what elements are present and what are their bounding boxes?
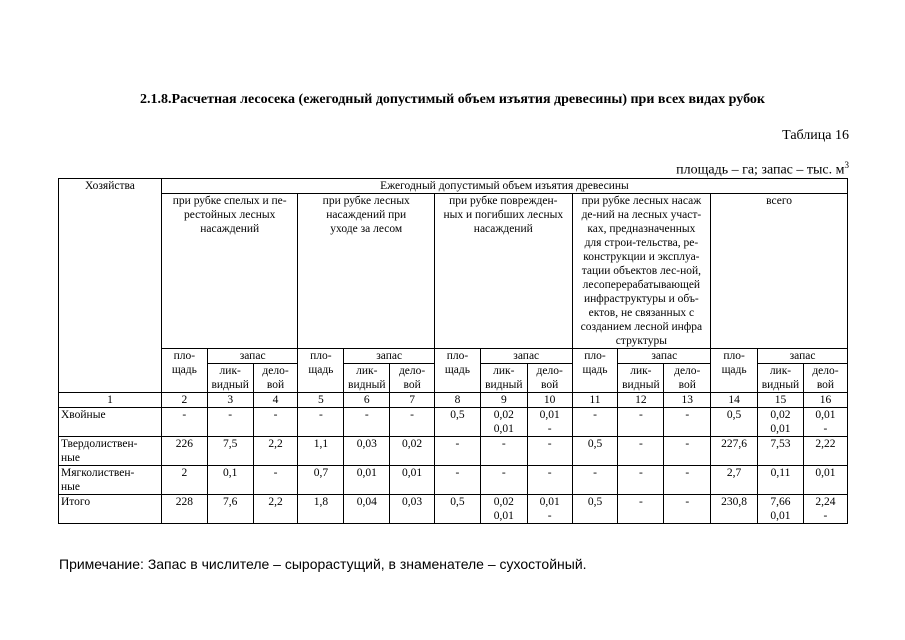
table-cell bbox=[758, 437, 804, 466]
cell-line: 0,5 bbox=[450, 409, 465, 421]
header-row-2 bbox=[59, 194, 848, 349]
table-cell bbox=[803, 495, 847, 524]
table-cell bbox=[527, 437, 572, 466]
cell-line: 228 bbox=[175, 496, 193, 508]
cell-line: при рубке спелых и пе- bbox=[172, 195, 287, 207]
cell-line: насаждений bbox=[200, 223, 260, 235]
col-header-area bbox=[161, 349, 207, 393]
table-cell bbox=[344, 466, 390, 495]
table-cell bbox=[480, 408, 527, 437]
cell-line: для строи-тельства, ре- bbox=[584, 237, 699, 249]
table-cell bbox=[711, 466, 758, 495]
cell-line: щадь bbox=[171, 364, 197, 376]
cell-line: щадь bbox=[721, 364, 747, 376]
table-cell bbox=[572, 495, 618, 524]
cell-line: 2,24 bbox=[815, 496, 836, 508]
cell-line: ные bbox=[61, 452, 80, 464]
cell-line: дело- bbox=[536, 365, 563, 377]
cell-line: - bbox=[547, 467, 552, 479]
table-cell bbox=[803, 437, 847, 466]
cell-line: пло- bbox=[723, 350, 745, 362]
cell-line: 0,11 bbox=[770, 467, 791, 479]
table-cell bbox=[618, 466, 664, 495]
table-cell bbox=[664, 408, 711, 437]
cell-line: - bbox=[823, 423, 828, 435]
cell-line: - bbox=[685, 409, 690, 421]
column-number: 14 bbox=[711, 393, 758, 408]
row-label bbox=[59, 495, 162, 524]
column-number: 15 bbox=[758, 393, 804, 408]
cell-line: - bbox=[501, 467, 506, 479]
cell-line: 0,02 bbox=[493, 409, 514, 421]
cell-line: - bbox=[182, 409, 187, 421]
cell-line: ках, предназначенных bbox=[587, 223, 696, 235]
table-cell bbox=[527, 495, 572, 524]
cell-line: - bbox=[638, 467, 643, 479]
cell-line: лик- bbox=[219, 365, 241, 377]
table-cell bbox=[480, 466, 527, 495]
table-cell bbox=[618, 408, 664, 437]
cell-line: вой bbox=[403, 379, 421, 391]
table-cell bbox=[803, 466, 847, 495]
table-cell bbox=[207, 466, 253, 495]
cell-line: Мягколиствен- bbox=[61, 467, 135, 479]
table-cell bbox=[435, 466, 481, 495]
cell-line: 227,6 bbox=[721, 438, 748, 450]
column-number: 7 bbox=[390, 393, 435, 408]
group-header-cut-type bbox=[161, 194, 298, 349]
cell-line: - bbox=[273, 467, 278, 479]
col-header-liquid bbox=[207, 364, 253, 393]
cell-line: 1,1 bbox=[313, 438, 329, 450]
cell-line: при рубке лесных bbox=[322, 195, 410, 207]
table-cell bbox=[572, 466, 618, 495]
cell-line: лик- bbox=[769, 365, 792, 377]
column-number: 4 bbox=[253, 393, 298, 408]
table-row bbox=[59, 466, 848, 495]
table-cell bbox=[390, 495, 435, 524]
table-cell bbox=[758, 408, 804, 437]
cell-line: - bbox=[547, 423, 552, 435]
table-cell bbox=[298, 408, 344, 437]
table-cell bbox=[664, 495, 711, 524]
column-number: 12 bbox=[618, 393, 664, 408]
allowable-cut-table bbox=[58, 178, 848, 524]
table-cell bbox=[435, 495, 481, 524]
col-header-stock: запас bbox=[344, 349, 435, 364]
cell-line: созданием лесной инфра bbox=[580, 321, 703, 333]
cell-line: - bbox=[593, 409, 597, 421]
cell-line: Твердолиствен- bbox=[61, 438, 138, 450]
table-cell bbox=[527, 408, 572, 437]
col-header-business bbox=[253, 364, 298, 393]
cell-line: - bbox=[823, 510, 828, 522]
cell-line: 0,03 bbox=[402, 496, 423, 508]
cell-line: структуры bbox=[615, 335, 667, 347]
table-cell bbox=[618, 437, 664, 466]
cell-line: видный bbox=[348, 379, 386, 391]
header-row-1 bbox=[59, 179, 848, 194]
cell-line: 0,01 bbox=[770, 510, 791, 522]
cell-line: 0,5 bbox=[587, 496, 603, 508]
cell-line: 0,02 bbox=[402, 438, 423, 450]
section-title: 2.1.8.Расчетная лесосека (ежегодный допустимый объем изъятия древесины) при всех видах рубок bbox=[140, 92, 765, 107]
group-header-cut-type bbox=[572, 194, 711, 349]
col-header-area bbox=[711, 349, 758, 393]
table-cell bbox=[253, 437, 298, 466]
table-cell bbox=[207, 437, 253, 466]
cell-line: - bbox=[455, 438, 460, 450]
cell-line: 2,2 bbox=[268, 438, 283, 450]
cell-line: лик- bbox=[493, 365, 515, 377]
row-label bbox=[59, 408, 162, 437]
header-row-3 bbox=[59, 349, 848, 364]
cell-line: - bbox=[410, 409, 415, 421]
cell-line: при рубке поврежден- bbox=[449, 195, 558, 207]
cell-line: конструкции и эксплуа- bbox=[583, 251, 700, 263]
col-header-area bbox=[435, 349, 481, 393]
cell-line: 2 bbox=[181, 467, 188, 479]
column-number: 3 bbox=[207, 393, 253, 408]
cell-line: 0,5 bbox=[587, 438, 603, 450]
cell-line: пло- bbox=[173, 350, 196, 362]
cell-line: лик- bbox=[356, 365, 378, 377]
table-cell bbox=[664, 437, 711, 466]
cell-line: дело- bbox=[812, 365, 839, 377]
column-number: 13 bbox=[664, 393, 711, 408]
cell-line: - bbox=[273, 409, 278, 421]
cell-line: 2,22 bbox=[815, 438, 836, 450]
column-number: 1 bbox=[59, 393, 162, 408]
table-note: Примечание: Запас в числителе – сырорастущий, в знаменателе – сухостойный. bbox=[59, 556, 587, 572]
cell-line: видный bbox=[622, 379, 660, 391]
group-header-cut-type bbox=[298, 194, 435, 349]
column-number: 11 bbox=[572, 393, 618, 408]
col-header-liquid bbox=[344, 364, 390, 393]
table-cell bbox=[344, 495, 390, 524]
table-cell bbox=[435, 437, 481, 466]
col-header-stock: запас bbox=[480, 349, 572, 364]
cell-line: вой bbox=[541, 379, 559, 391]
cell-line: щадь bbox=[308, 364, 334, 376]
cell-line: видный bbox=[761, 379, 800, 391]
cell-line: 0,5 bbox=[450, 496, 465, 508]
table-number: Таблица 16 bbox=[782, 128, 849, 143]
cell-line: - bbox=[318, 409, 323, 421]
cell-line: 0,1 bbox=[223, 467, 238, 479]
cell-line: 2,2 bbox=[268, 496, 283, 508]
cell-line: 0,01 bbox=[539, 409, 560, 421]
table-cell bbox=[253, 466, 298, 495]
cell-line: 0,01 bbox=[493, 510, 514, 522]
table-cell bbox=[390, 437, 435, 466]
col-header-business bbox=[664, 364, 711, 393]
cell-line: 2,7 bbox=[726, 467, 742, 479]
cell-line: - bbox=[547, 438, 552, 450]
cell-line: Хвойные bbox=[61, 409, 106, 421]
column-number: 9 bbox=[480, 393, 527, 408]
table-row bbox=[59, 408, 848, 437]
table-cell bbox=[711, 408, 758, 437]
cell-line: - bbox=[364, 409, 369, 421]
cell-line: 0,01 bbox=[815, 409, 836, 421]
col-header-stock: запас bbox=[758, 349, 848, 364]
table-cell bbox=[390, 408, 435, 437]
table-cell bbox=[390, 466, 435, 495]
cell-line: лесоперерабатывающей bbox=[582, 279, 701, 291]
table-cell bbox=[161, 466, 207, 495]
cell-line: щадь bbox=[444, 364, 470, 376]
cell-line: 0,5 bbox=[726, 409, 742, 421]
cell-line: 7,53 bbox=[770, 438, 791, 450]
column-number-row bbox=[59, 393, 848, 408]
cell-line: 0,04 bbox=[356, 496, 377, 508]
table-row bbox=[59, 495, 848, 524]
table-cell bbox=[572, 437, 618, 466]
cell-line: 0,02 bbox=[770, 409, 791, 421]
cell-line: 0,03 bbox=[356, 438, 377, 450]
row-label bbox=[59, 437, 162, 466]
cell-line: де-ний на лесных участ- bbox=[581, 209, 702, 221]
table-cell bbox=[572, 408, 618, 437]
col-header-liquid bbox=[758, 364, 804, 393]
table-cell bbox=[664, 466, 711, 495]
col-header-farm: Хозяйства bbox=[59, 179, 162, 393]
cell-line: Итого bbox=[61, 496, 91, 508]
table-cell bbox=[161, 495, 207, 524]
table-cell bbox=[207, 495, 253, 524]
units-caption bbox=[676, 160, 849, 179]
units-superscript: 3 bbox=[844, 160, 849, 170]
cell-line: 0,01 bbox=[356, 467, 377, 479]
cell-line: при рубке лесных насаж bbox=[581, 195, 702, 207]
cell-line: 0,01 bbox=[539, 496, 560, 508]
cell-line: 1,8 bbox=[313, 496, 329, 508]
cell-line: - bbox=[547, 510, 552, 522]
col-header-business bbox=[803, 364, 847, 393]
table-cell bbox=[344, 437, 390, 466]
column-number: 16 bbox=[803, 393, 847, 408]
cell-line: 7,6 bbox=[223, 496, 238, 508]
table-row bbox=[59, 437, 848, 466]
row-label bbox=[59, 466, 162, 495]
cell-line: 226 bbox=[175, 438, 193, 450]
table-cell bbox=[711, 495, 758, 524]
table-cell bbox=[618, 495, 664, 524]
cell-line: уходе за лесом bbox=[330, 223, 403, 235]
group-header-cut-type bbox=[435, 194, 573, 349]
table-cell bbox=[161, 408, 207, 437]
group-header: Ежегодный допустимый объем изъятия древесины bbox=[161, 179, 847, 194]
table-cell bbox=[207, 408, 253, 437]
col-header-area bbox=[298, 349, 344, 393]
col-header-liquid bbox=[618, 364, 664, 393]
cell-line: - bbox=[638, 438, 643, 450]
cell-line: вой bbox=[266, 379, 285, 391]
cell-line: - bbox=[501, 438, 506, 450]
cell-line: насаждений bbox=[473, 223, 533, 235]
cell-line: лик- bbox=[630, 365, 652, 377]
column-number: 2 bbox=[161, 393, 207, 408]
table-cell bbox=[803, 408, 847, 437]
cell-line: 7,5 bbox=[223, 438, 238, 450]
cell-line: - bbox=[685, 496, 690, 508]
table-cell bbox=[758, 466, 804, 495]
cell-line: - bbox=[685, 438, 690, 450]
table-cell bbox=[711, 437, 758, 466]
cell-line: - bbox=[638, 496, 643, 508]
col-header-stock: запас bbox=[618, 349, 711, 364]
cell-line: 0,01 bbox=[493, 423, 514, 435]
cell-line: насаждений при bbox=[326, 209, 407, 221]
cell-line: вой bbox=[678, 379, 696, 391]
cell-line: - bbox=[455, 467, 460, 479]
col-header-liquid bbox=[480, 364, 527, 393]
table-cell bbox=[161, 437, 207, 466]
cell-line: ектов, не связанных с bbox=[588, 307, 695, 319]
cell-line: дело- bbox=[398, 365, 426, 377]
col-header-area bbox=[572, 349, 618, 393]
cell-line: рестойных лесных bbox=[183, 209, 276, 221]
table-cell bbox=[344, 408, 390, 437]
table-cell bbox=[253, 495, 298, 524]
cell-line: пло- bbox=[446, 350, 469, 362]
table-cell bbox=[298, 495, 344, 524]
cell-line: дело- bbox=[674, 365, 701, 377]
table-cell bbox=[758, 495, 804, 524]
table-cell bbox=[298, 466, 344, 495]
group-header-cut-type bbox=[711, 194, 848, 349]
col-header-business bbox=[527, 364, 572, 393]
cell-line: вой bbox=[816, 379, 835, 391]
column-number: 10 bbox=[527, 393, 572, 408]
cell-line: тации объектов лес-ной, bbox=[581, 265, 702, 277]
column-number: 8 bbox=[435, 393, 481, 408]
column-number: 5 bbox=[298, 393, 344, 408]
cell-line: 230,8 bbox=[721, 496, 748, 508]
cell-line: - bbox=[593, 467, 597, 479]
table-cell bbox=[527, 466, 572, 495]
cell-line: всего bbox=[766, 195, 793, 207]
cell-line: щадь bbox=[582, 364, 608, 376]
table-cell bbox=[480, 495, 527, 524]
cell-line: пло- bbox=[584, 350, 606, 362]
cell-line: пло- bbox=[310, 350, 332, 362]
cell-line: 0,01 bbox=[402, 467, 423, 479]
cell-line: инфраструктуры и объ- bbox=[583, 293, 699, 305]
col-header-business bbox=[390, 364, 435, 393]
table-cell bbox=[435, 408, 481, 437]
cell-line: дело- bbox=[262, 365, 289, 377]
cell-line: ных и погибших лесных bbox=[443, 209, 564, 221]
cell-line: - bbox=[228, 409, 233, 421]
cell-line: 0,7 bbox=[313, 467, 329, 479]
cell-line: 0,02 bbox=[493, 496, 514, 508]
column-number: 6 bbox=[344, 393, 390, 408]
cell-line: видный bbox=[485, 379, 523, 391]
cell-line: 0,01 bbox=[815, 467, 836, 479]
cell-line: 0,01 bbox=[770, 423, 791, 435]
cell-line: ные bbox=[61, 481, 80, 493]
cell-line: 7,66 bbox=[770, 496, 791, 508]
cell-line: - bbox=[638, 409, 643, 421]
units-text: площадь – га; запас – тыс. м bbox=[676, 162, 845, 178]
table-cell bbox=[253, 408, 298, 437]
cell-line: видный bbox=[211, 379, 249, 391]
table-cell bbox=[298, 437, 344, 466]
table-cell bbox=[480, 437, 527, 466]
cell-line: - bbox=[685, 467, 690, 479]
col-header-stock: запас bbox=[207, 349, 298, 364]
